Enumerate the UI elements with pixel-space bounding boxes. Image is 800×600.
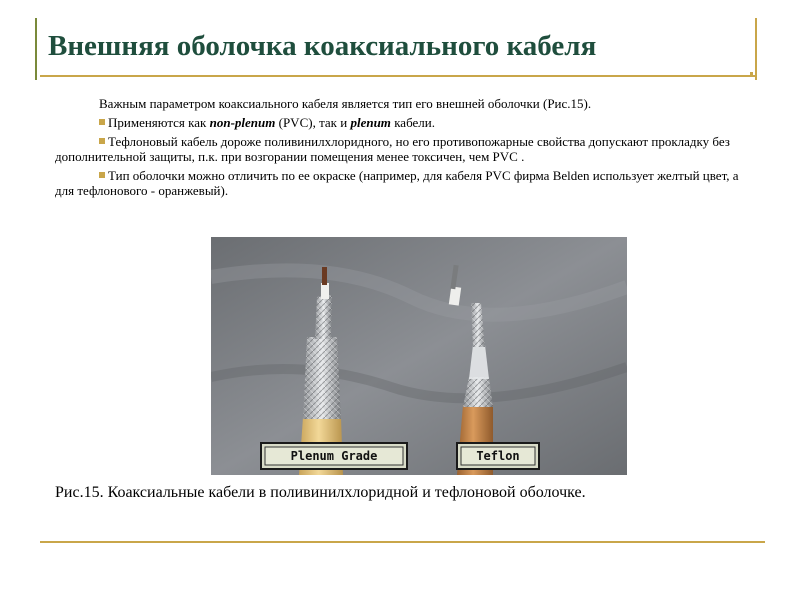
frame-line-left <box>35 18 37 80</box>
bullet-icon <box>99 119 105 125</box>
text-segment: (PVC), так и <box>275 115 351 130</box>
corner-dot <box>750 72 753 75</box>
paragraph-intro: Важным параметром коаксиального кабеля является тип его внешней оболочки (Рис.15). <box>99 96 592 111</box>
label-plenum-grade <box>261 443 407 469</box>
paragraph-teflon <box>55 134 745 164</box>
cable-photo <box>211 237 627 475</box>
bullet-icon <box>99 172 105 178</box>
paragraph-cable-types <box>55 115 745 130</box>
text-segment: кабели. <box>390 115 435 130</box>
term-non-plenum: non-plenum <box>209 115 276 130</box>
frame-line-top <box>40 75 755 77</box>
term-plenum: plenum <box>350 115 391 130</box>
paragraph-color <box>55 168 745 198</box>
cable-photo-svg <box>211 237 627 475</box>
bullet-icon <box>99 138 105 144</box>
slide-body <box>55 96 745 202</box>
text-segment: Тип оболочки можно отличить по ее окраске (например, для кабеля PVC фирма Belden использует желтый цвет, а для тефлонового - оранжевый). <box>55 168 739 198</box>
frame-line-right <box>755 18 757 80</box>
label-teflon <box>457 443 539 469</box>
label-plenum-text: Plenum Grade <box>290 449 378 463</box>
text-segment: Применяются как <box>108 115 210 130</box>
text-segment: Тефлоновый кабель дороже поливинилхлоридного, но его противопожарные свойства допускают прокладку без дополнительной защиты, п.к. при возгорании помещения менее токсичен, чем PVC . <box>55 134 730 164</box>
label-teflon-text: Teflon <box>476 449 520 463</box>
frame-line-bottom <box>40 541 765 543</box>
slide-title: Внешняя оболочка коаксиального кабеля <box>48 30 597 62</box>
figure-caption: Рис.15. Коаксиальные кабели в поливинилхлоридной и тефлоновой оболочке. <box>55 484 586 501</box>
